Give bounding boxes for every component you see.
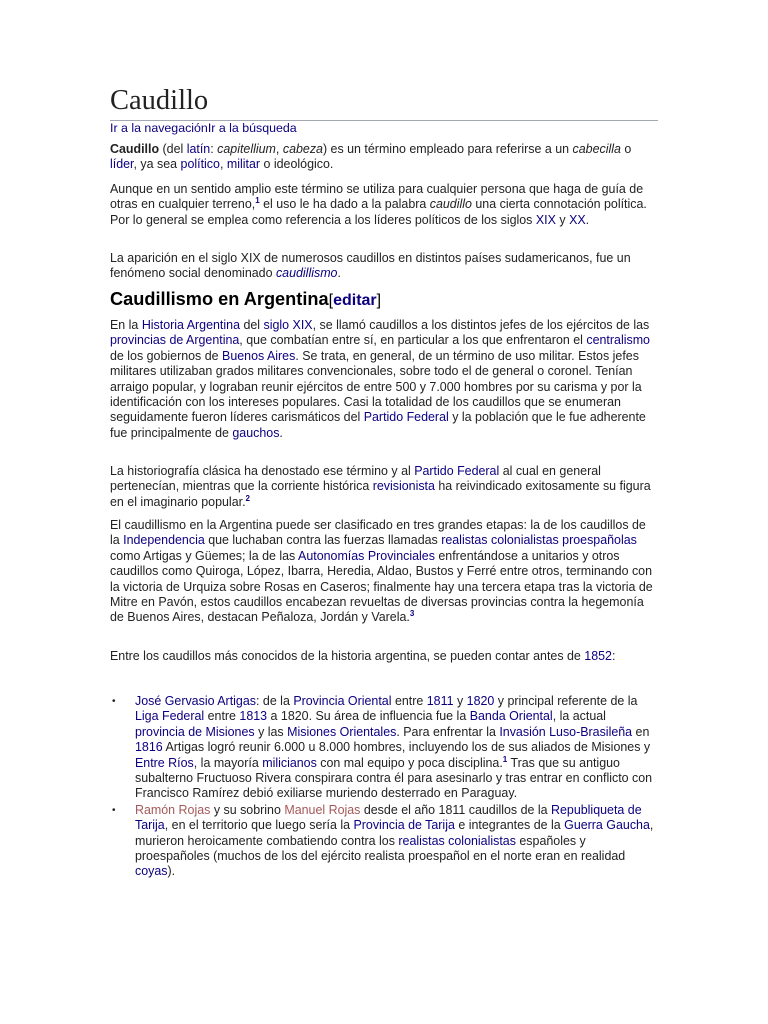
text: del: [239, 318, 264, 332]
text: de los gobiernos de: [110, 348, 223, 363]
text: a 1820. Su área de influencia fue la: [267, 709, 470, 724]
reference-2-link[interactable]: 2: [245, 493, 250, 503]
text: y principal referente de la: [494, 694, 638, 708]
link-autonomias-provinciales[interactable]: Autonomías Provinciales: [298, 548, 435, 563]
link-militar[interactable]: militar: [226, 157, 261, 172]
link-revisionista[interactable]: revisionista: [372, 479, 435, 494]
paragraph-2: [110, 182, 658, 228]
link-liga-federal[interactable]: Liga Federal: [135, 709, 205, 724]
text: y las: [254, 724, 288, 739]
text: : de la: [255, 694, 294, 708]
link-provincias-argentina[interactable]: provincias de Argentina: [110, 333, 240, 348]
italic-word: caudillo: [429, 197, 472, 212]
jump-to-navigation-link[interactable]: Ir a la navegación: [110, 121, 208, 135]
italic-word: cabecilla: [572, 142, 621, 156]
caudillos-list: [110, 694, 658, 881]
link-realistas-colonialistas-2[interactable]: realistas colonialistas: [398, 833, 516, 848]
text: Artigas logró reunir 6.000 u 8.000 hombres, incluyendo los de sus aliados de Misiones y: [162, 740, 651, 755]
section-heading-text: Caudillismo en Argentina: [110, 289, 329, 309]
link-politico[interactable]: político: [180, 157, 220, 172]
link-artigas[interactable]: José Gervasio Artigas: [135, 694, 256, 708]
link-republiqueta-tarija[interactable]: Republiqueta de Tarija: [135, 802, 642, 833]
italic-word: capitellium: [217, 142, 276, 156]
text: en: [632, 724, 650, 739]
text: enfrentándose a unitarios y otros caudillos como Quiroga, López, Ibarra, Heredia, Aldao, Bustos y Ferré entre otros, terminando con la victoria de Urquiza sobre Rosas en Caseros; finalmente hay una tercera etapa tras la victoria de Mitre en Pavón, estos caudillos encabezan revueltas de diversas provincias contra la hegemonía de Buenos Aires, destacan Peñaloza, Jordán y Varela.: [110, 548, 653, 625]
text: entre: [204, 709, 240, 724]
text: o ideológico.: [260, 157, 334, 172]
link-ramon-rojas[interactable]: Ramón Rojas: [135, 802, 211, 817]
text: una cierta connotación política. Por lo general se emplea como referencia a los líderes políticos de los siglos: [110, 197, 647, 227]
link-independencia[interactable]: Independencia: [123, 533, 205, 548]
reference-3-link[interactable]: 3: [409, 609, 415, 619]
text: , ya sea: [133, 157, 181, 172]
link-provincia-oriental[interactable]: Provincia Oriental: [293, 694, 392, 708]
paragraph-4: [110, 318, 658, 441]
text: y la población que le fue adherente fue principalmente de: [110, 410, 646, 440]
edit-section-link[interactable]: editar: [333, 292, 377, 309]
text: el uso le ha dado a la palabra: [259, 197, 430, 212]
text: La aparición en el siglo XIX de numerosos caudillos en distintos países sudamericanos, fue un fenómeno social denominado: [110, 251, 631, 281]
link-misiones-orientales[interactable]: Misiones Orientales: [287, 724, 397, 739]
text: :: [611, 649, 616, 663]
text: y: [453, 694, 467, 708]
link-centralismo[interactable]: centralismo: [586, 333, 650, 348]
text: y su sobrino: [210, 802, 285, 817]
term-bold: Caudillo: [110, 142, 160, 156]
link-gauchos[interactable]: gauchos: [232, 425, 280, 440]
text: . Para enfrentar la: [396, 724, 500, 739]
link-buenos-aires[interactable]: Buenos Aires: [222, 348, 296, 363]
text: ) es un término empleado para referirse a un: [322, 142, 573, 156]
text: El caudillismo en la Argentina puede ser clasificado en tres grandes etapas: la de los caudillos de la: [110, 518, 646, 548]
text: .: [337, 266, 341, 281]
paragraph-6: [110, 518, 658, 626]
link-1816[interactable]: 1816: [135, 740, 163, 755]
list-item: [110, 694, 658, 802]
bullet: •: [112, 696, 116, 707]
paragraph-3: [110, 251, 658, 282]
text: En la: [110, 318, 142, 332]
text: españoles y proespañoles (muchos de los del ejército realista proespañol en el norte eran en realidad: [135, 833, 626, 864]
link-historia-argentina[interactable]: Historia Argentina: [141, 318, 240, 332]
text: que luchaban contra las fuerzas llamadas: [204, 533, 442, 548]
link-1820[interactable]: 1820: [466, 694, 495, 708]
text: como Artigas y Güemes; la de las: [110, 548, 299, 563]
link-lider[interactable]: líder: [110, 157, 134, 172]
jump-to-search-link[interactable]: Ir a la búsqueda: [207, 121, 297, 135]
text: y: [555, 212, 570, 227]
text: entre: [391, 694, 427, 708]
edit-section: [329, 292, 381, 309]
bracket: [: [328, 292, 334, 309]
link-provincia-tarija[interactable]: Provincia de Tarija: [353, 818, 455, 833]
link-xix[interactable]: XIX: [535, 212, 556, 227]
link-latin[interactable]: latín: [186, 142, 211, 156]
link-caudillismo[interactable]: caudillismo: [275, 266, 338, 281]
link-xx[interactable]: XX: [569, 212, 586, 227]
reference-link[interactable]: 1: [502, 754, 508, 764]
link-1813[interactable]: 1813: [239, 709, 268, 724]
text: , la actual: [552, 709, 606, 724]
link-banda-oriental[interactable]: Banda Oriental: [469, 709, 553, 724]
text: ).: [167, 864, 176, 879]
link-milicianos[interactable]: milicianos: [262, 755, 317, 770]
paragraph-7: [110, 649, 658, 664]
text: o: [620, 142, 632, 156]
intro-paragraph: [110, 142, 658, 173]
text: , la mayoría: [193, 755, 263, 770]
text: Aunque en un sentido amplio este término se utiliza para cualquier persona que haga de guía de otras en cualquier terreno,: [110, 182, 644, 212]
link-entre-rios[interactable]: Entre Ríos: [135, 755, 194, 770]
link-1852[interactable]: 1852: [584, 649, 612, 663]
text: La historiografía clásica ha denostado ese término y al: [110, 464, 415, 478]
link-invasion-luso-brasilena[interactable]: Invasión Luso-Brasileña: [499, 724, 633, 739]
text: e integrantes de la: [454, 818, 565, 833]
link-provincia-misiones[interactable]: provincia de Misiones: [135, 724, 255, 739]
text: con mal equipo y poca disciplina.: [316, 755, 503, 770]
text: .: [585, 212, 590, 227]
paragraph-5: [110, 464, 658, 510]
text: al cual en general pertenecían, mientras que la corriente histórica: [110, 464, 601, 494]
link-1811[interactable]: 1811: [426, 694, 454, 708]
text: , se llamó caudillos a los distintos jefes de los ejércitos de las: [312, 318, 650, 332]
italic-word: cabeza: [282, 142, 323, 156]
text: ,: [219, 157, 227, 172]
bullet: •: [112, 804, 116, 816]
list-item: [110, 803, 658, 880]
text: :: [210, 142, 218, 156]
link-siglo-xix[interactable]: siglo XIX: [263, 318, 313, 332]
text: (del: [159, 142, 187, 156]
text: .: [279, 425, 283, 440]
text: ,: [275, 142, 283, 156]
text: , en el territorio que luego sería la: [164, 818, 354, 833]
text: Entre los caudillos más conocidos de la historia argentina, se pueden contar antes de: [110, 649, 585, 663]
text: , murieron heroicamente combatiendo contra los: [135, 818, 654, 848]
link-coyas[interactable]: coyas: [135, 864, 168, 879]
link-partido-federal-2[interactable]: Partido Federal: [414, 464, 500, 478]
text: , que combatían entre sí, en particular a los que enfrentaron el: [239, 333, 587, 348]
text: ha reivindicado exitosamente su figura en el imaginario popular.: [110, 479, 651, 509]
bracket: ]: [376, 292, 382, 309]
link-partido-federal[interactable]: Partido Federal: [363, 410, 449, 425]
text: . Se trata, en general, de un término de uso militar. Estos jefes militares utilizaban grados militares convencionales, sobre todo el de general o coronel. Tenían arraigo popular, y lograban reunir ejércitos de entre 500 y 7.000 hombres por su carisma y por la identificación con los intereses populares. Casi la totalidad de los caudillos que se enumeran seguidamente fueron líderes carismáticos del: [110, 348, 642, 425]
text: desde el año 1811 caudillos de la: [360, 802, 552, 817]
section-heading: [110, 287, 381, 313]
reference-1-link[interactable]: 1: [255, 196, 260, 206]
page-title: Caudillo: [110, 84, 658, 121]
text: Tras que su antiguo subalterno Fructuoso Rivera conspirara contra él para asesinarlo y tras entrar en conflicto con Francisco Ramírez debió exiliarse muriendo desterrado en Paraguay.: [135, 755, 653, 801]
jump-links: [110, 121, 297, 136]
link-guerra-gaucha[interactable]: Guerra Gaucha: [564, 818, 650, 833]
link-manuel-rojas[interactable]: Manuel Rojas: [284, 802, 361, 817]
link-realistas-colonialistas[interactable]: realistas colonialistas proespañolas: [441, 533, 637, 548]
